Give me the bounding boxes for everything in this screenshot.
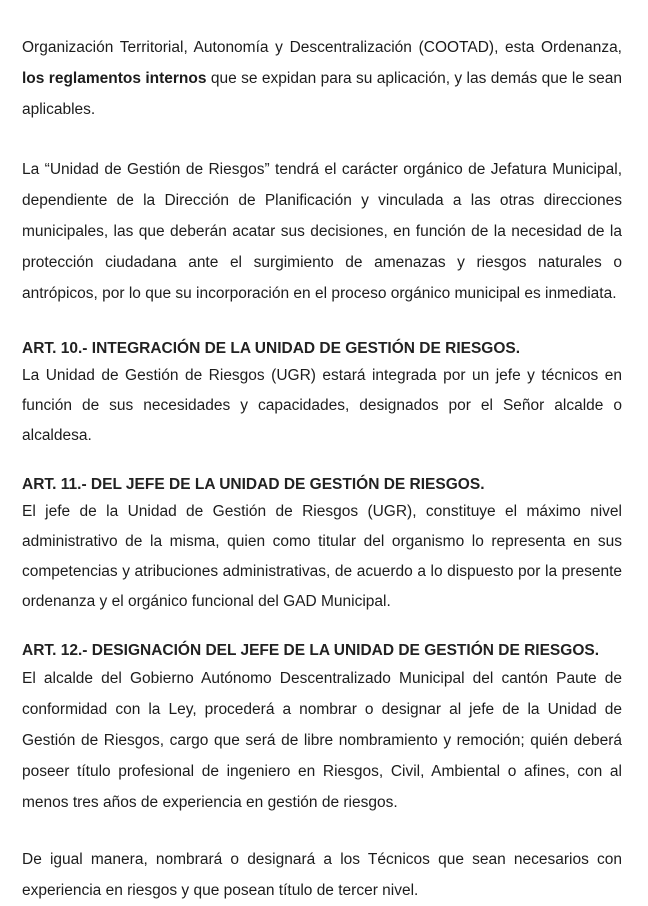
article-10-section xyxy=(22,337,622,451)
intro-text-end: que se expidan para su aplicación, y las demás que le sean aplicables. xyxy=(22,70,622,118)
ugr-character-paragraph: La “Unidad de Gestión de Riesgos” tendrá el carácter orgánico de Jefatura Municipal, dependiente de la Dirección de Planificación y vinculada a las otras direcciones municipales, las que deberán acatar sus decisiones, en función de la necesidad de la protección ciudadana ante el surgimiento de amenazas y riesgos naturales o antrópicos, por lo que su incorporación en el proceso orgánico municipal es inmediata. xyxy=(22,161,622,302)
article-12-heading: ART. 12.- DESIGNACIÓN DEL JEFE DE LA UNIDAD DE GESTIÓN DE RIESGOS. xyxy=(22,642,600,659)
article-11-text: El jefe de la Unidad de Gestión de Riesgos (UGR), constituye el máximo nivel administrativo de la misma, quien como titular del organismo lo representa en sus competencias y atribuciones administrativas, de acuerdo a lo dispuesto por la presente ordenanza y el orgánico funcional del GAD Municipal. xyxy=(22,503,622,610)
article-10-heading: ART. 10.- INTEGRACIÓN DE LA UNIDAD DE GESTIÓN DE RIESGOS. xyxy=(22,340,521,357)
article-12-text: El alcalde del Gobierno Autónomo Descentralizado Municipal del cantón Paute de conformidad con la Ley, procederá a nombrar o designar al jefe de la Unidad de Gestión de Riesgos, cargo que será de libre nombramiento y remoción; quién deberá poseer título profesional de ingeniero en Riesgos, Civil, Ambiental o afines, con al menos tres años de experiencia en gestión de riesgos. xyxy=(22,670,622,811)
article-12-section xyxy=(22,639,622,906)
article-11-heading: ART. 11.- DEL JEFE DE LA UNIDAD DE GESTIÓN DE RIESGOS. xyxy=(22,476,485,493)
article-12-text-2: De igual manera, nombrará o designará a los Técnicos que sean necesarios con experiencia en riesgos y que posean título de tercer nivel. xyxy=(22,851,622,899)
article-10-text: La Unidad de Gestión de Riesgos (UGR) estará integrada por un jefe y técnicos en función de sus necesidades y capacidades, designados por el Señor alcalde o alcaldesa. xyxy=(22,367,622,444)
article-11-section xyxy=(22,473,622,617)
intro-paragraph xyxy=(22,32,622,125)
intro-text-start: Organización Territorial, Autonomía y Descentralización (COOTAD), esta Ordenanza, xyxy=(22,39,622,56)
intro-bold-text: los reglamentos internos xyxy=(22,70,207,87)
